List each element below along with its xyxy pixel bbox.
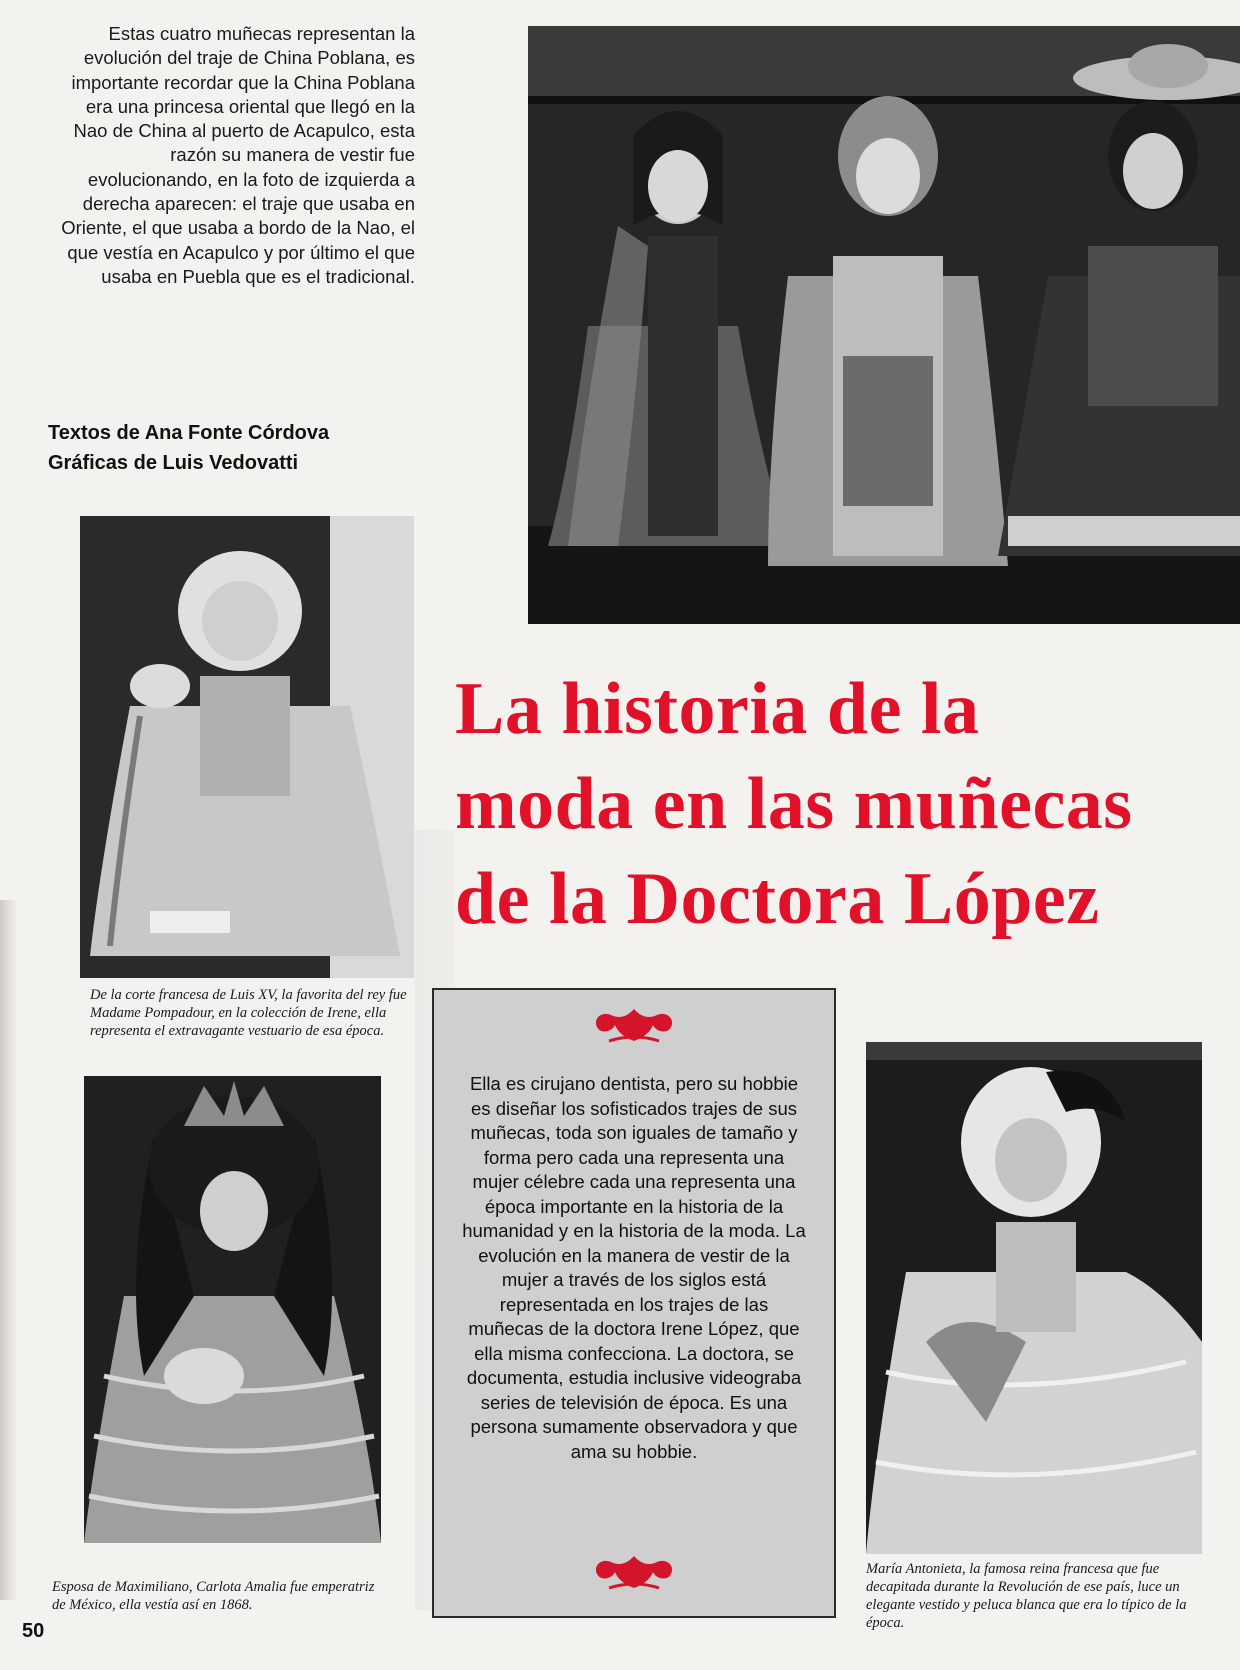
intro-paragraph: Estas cuatro muñecas representan la evolución del traje de China Poblana, es importante recordar que la China Poblana era una princesa oriental que llegó en la Nao de China al puerto de Acapulco, esta razón su manera de vestir fue evolucionando, en la foto de izquierda a derecha aparecen: el traje que usaba en Oriente, el que usaba a bordo de la Nao, el que vestía en Acapulco y por último el que usaba en Puebla que es el tradicional.	[61, 23, 415, 287]
photo-maria-antonieta-doll	[866, 1042, 1202, 1554]
title-line-2: moda en las muñecas	[455, 763, 1133, 845]
credit-graphics: Gráficas de Luis Vedovatti	[48, 452, 299, 474]
ornament-bottom-icon	[589, 1552, 679, 1592]
article-title	[455, 662, 1235, 947]
sidebar-text: Ella es cirujano dentista, pero su hobbie es diseñar los sofisticados trajes de sus muñecas, toda son iguales de tamaño y forma pero cada una representa una mujer célebre cada una representa una época importante en la historia de la humanidad y en la historia de la moda. La evolución en la manera de vestir de la mujer a través de los siglos está representada en los trajes de las muñecas de la doctora Irene López, que ella misma confecciona. La doctora, se documenta, estudia inclusive videograba series de televisión de época. Es una persona sumamente observadora y que ama su hobbie.	[462, 1073, 806, 1462]
credits	[48, 418, 428, 478]
title-line-1: La historia de la	[455, 668, 980, 750]
caption-antonieta: María Antonieta, la famosa reina francesa que fue decapitada durante la Revolución de ese país, luce un elegante vestido y peluca blanca que era lo típico de la época.	[866, 1561, 1187, 1631]
ornament-top-icon	[589, 1005, 679, 1045]
caption-carlota: Esposa de Maximiliano, Carlota Amalia fue emperatriz de México, ella vestía así en 1868.	[52, 1579, 375, 1613]
photo-china-poblana-dolls	[528, 26, 1240, 624]
page-edge-shadow	[0, 900, 18, 1600]
photo-carlota-amalia-doll	[84, 1076, 381, 1543]
photo-madame-pompadour-doll	[80, 516, 414, 978]
credit-texts: Textos de Ana Fonte Córdova	[48, 422, 330, 444]
page-number: 50	[22, 1620, 45, 1642]
title-line-3: de la Doctora López	[455, 858, 1100, 940]
sidebar-box	[432, 988, 836, 1618]
caption-pompadour: De la corte francesa de Luis XV, la favorita del rey fue Madame Pompadour, en la colección de Irene, ella representa el extravagante vestuario de esa época.	[90, 987, 407, 1039]
